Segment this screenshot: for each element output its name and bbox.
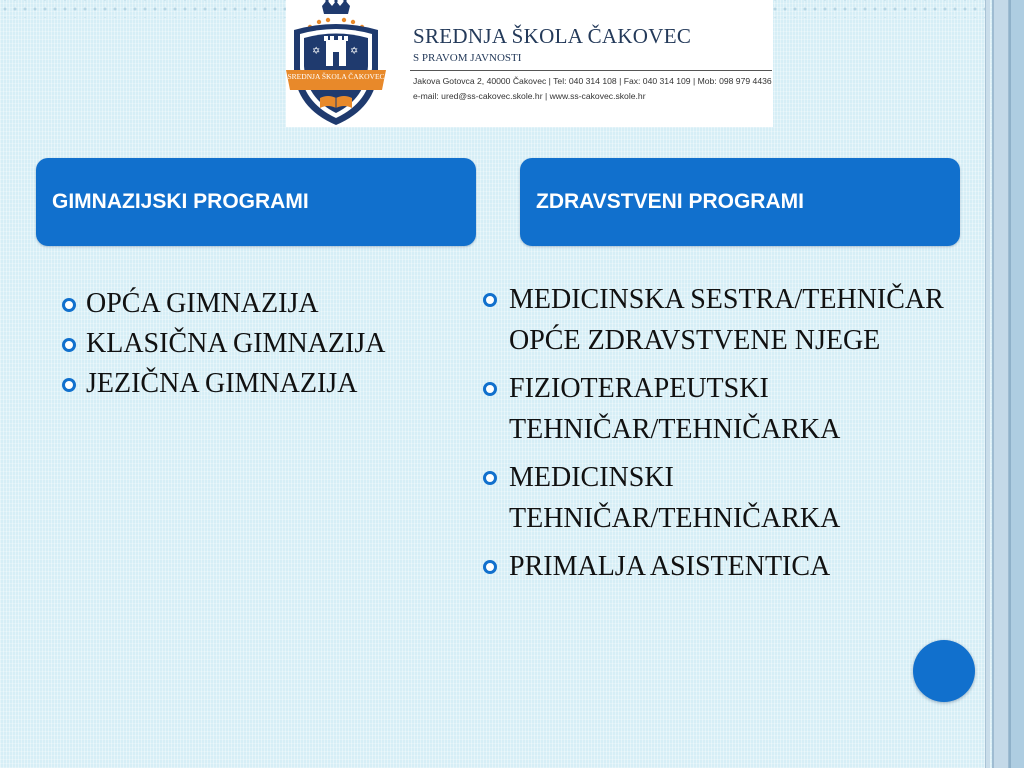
list-item xyxy=(483,457,963,539)
list-item-label: FIZIOTERAPEUTSKI TEHNIČAR/TEHNIČARKA xyxy=(509,373,841,445)
gymnasium-programs-list xyxy=(62,284,492,404)
svg-text:✡: ✡ xyxy=(312,46,321,57)
right-frame-stripe xyxy=(1009,0,1024,768)
bullet-icon xyxy=(483,560,497,574)
right-frame-stripe xyxy=(992,0,1009,768)
bullet-icon xyxy=(62,298,76,312)
list-item xyxy=(483,368,963,450)
list-item-label: MEDICINSKI TEHNIČAR/TEHNIČARKA xyxy=(509,462,841,534)
gymnasium-programs-header: GIMNAZIJSKI PROGRAMI xyxy=(36,158,476,246)
school-contact-address: Jakova Gotovca 2, 40000 Čakovec | Tel: 040 314 108 | Fax: 040 314 109 | Mob: 098 979 4436 xyxy=(413,76,772,86)
list-item xyxy=(62,364,492,404)
health-programs-list xyxy=(483,279,963,594)
list-item-label: PRIMALJA ASISTENTICA xyxy=(509,551,831,582)
health-programs-header: ZDRAVSTVENI PROGRAMI xyxy=(520,158,960,246)
bullet-icon xyxy=(483,382,497,396)
list-item-label: MEDICINSKA SESTRA/TEHNIČAR OPĆE ZDRAVSTVENE NJEGE xyxy=(509,284,944,356)
list-item-label: OPĆA GIMNAZIJA xyxy=(86,288,319,319)
list-item xyxy=(62,284,492,324)
decorative-circle xyxy=(913,640,975,702)
list-item xyxy=(483,546,963,587)
bullet-icon xyxy=(483,471,497,485)
school-crest-icon xyxy=(286,0,386,127)
school-subtitle: S PRAVOM JAVNOSTI xyxy=(413,52,522,64)
list-item-label: KLASIČNA GIMNAZIJA xyxy=(86,328,386,359)
school-name: SREDNJA ŠKOLA ČAKOVEC xyxy=(413,24,692,48)
bullet-icon xyxy=(483,293,497,307)
school-logo-banner xyxy=(286,0,773,127)
crest-banner-text: SREDNJA ŠKOLA ČAKOVEC xyxy=(287,72,385,81)
logo-divider xyxy=(410,70,772,71)
list-item xyxy=(62,324,492,364)
right-frame-stripe xyxy=(985,0,990,768)
school-contact-email: e-mail: ured@ss-cakovec.skole.hr | www.ss-cakovec.skole.hr xyxy=(413,91,646,101)
list-item xyxy=(483,279,963,361)
bullet-icon xyxy=(62,378,76,392)
bullet-icon xyxy=(62,338,76,352)
svg-text:✡: ✡ xyxy=(350,46,359,57)
list-item-label: JEZIČNA GIMNAZIJA xyxy=(86,368,358,399)
